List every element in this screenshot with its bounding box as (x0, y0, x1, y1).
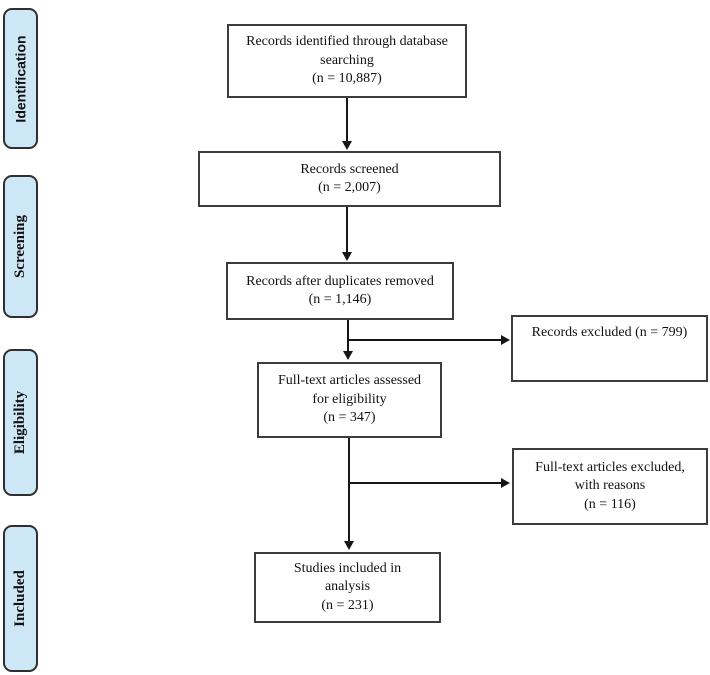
stage-eligibility-label: Eligibility (12, 390, 29, 455)
box-records-excluded-line: Records excluded (n = 799) (531, 325, 688, 340)
box-studies-included-line: analysis (324, 579, 371, 595)
arrow-to-fulltext-excluded-head-icon (501, 478, 510, 488)
box-fulltext-assessed-line: for eligibility (312, 391, 387, 407)
box-fulltext-excluded-count: (n = 116) (584, 496, 636, 512)
arrow-to-records-excluded-line (348, 339, 501, 341)
stage-identification (3, 8, 38, 149)
arrow-to-records-excluded-head-icon (501, 335, 510, 345)
arrow-assessed-to-included-head-icon (344, 541, 354, 550)
box-duplicates-removed-line: Records after duplicates removed (246, 273, 434, 289)
box-fulltext-assessed (257, 362, 442, 438)
stage-included-label: Included (12, 570, 29, 627)
arrow-duplicates-to-assessed-head-icon (343, 351, 353, 360)
arrow-screened-to-duplicates-head-icon (342, 252, 352, 261)
box-fulltext-assessed-line: Full-text articles assessed (277, 373, 422, 389)
box-records-identified-count: (n = 10,887) (312, 71, 382, 87)
arrow-identified-to-screened-head-icon (342, 141, 352, 150)
arrow-identified-to-screened-line (346, 98, 348, 142)
arrow-to-fulltext-excluded-line (349, 482, 501, 484)
arrow-assessed-to-included-line (348, 438, 350, 542)
box-records-excluded (511, 315, 708, 382)
box-records-identified-line: Records identified through database (246, 34, 448, 50)
stage-screening-label: Screening (12, 214, 28, 279)
stage-included (3, 525, 38, 672)
box-fulltext-excluded (512, 448, 708, 525)
stage-identification-label: Identification (12, 34, 29, 123)
stage-screening (3, 175, 38, 318)
box-records-screened-line: Records screened (300, 161, 399, 177)
stage-eligibility (3, 349, 38, 496)
arrow-duplicates-to-assessed-line (347, 320, 349, 352)
box-records-identified-line: searching (320, 52, 374, 68)
box-fulltext-excluded-line: with reasons (574, 478, 646, 494)
box-fulltext-assessed-count: (n = 347) (323, 410, 376, 426)
box-studies-included-count: (n = 231) (321, 597, 374, 613)
box-duplicates-removed-count: (n = 1,146) (308, 292, 372, 307)
box-records-identified (227, 24, 467, 98)
box-duplicates-removed (226, 262, 454, 320)
arrow-screened-to-duplicates-line (346, 207, 348, 253)
box-records-screened-count: (n = 2,007) (318, 180, 381, 195)
box-studies-included-line: Studies included in (293, 560, 402, 576)
box-studies-included (254, 552, 441, 623)
box-records-screened (198, 151, 501, 207)
box-fulltext-excluded-line: Full-text articles excluded, (535, 459, 685, 475)
